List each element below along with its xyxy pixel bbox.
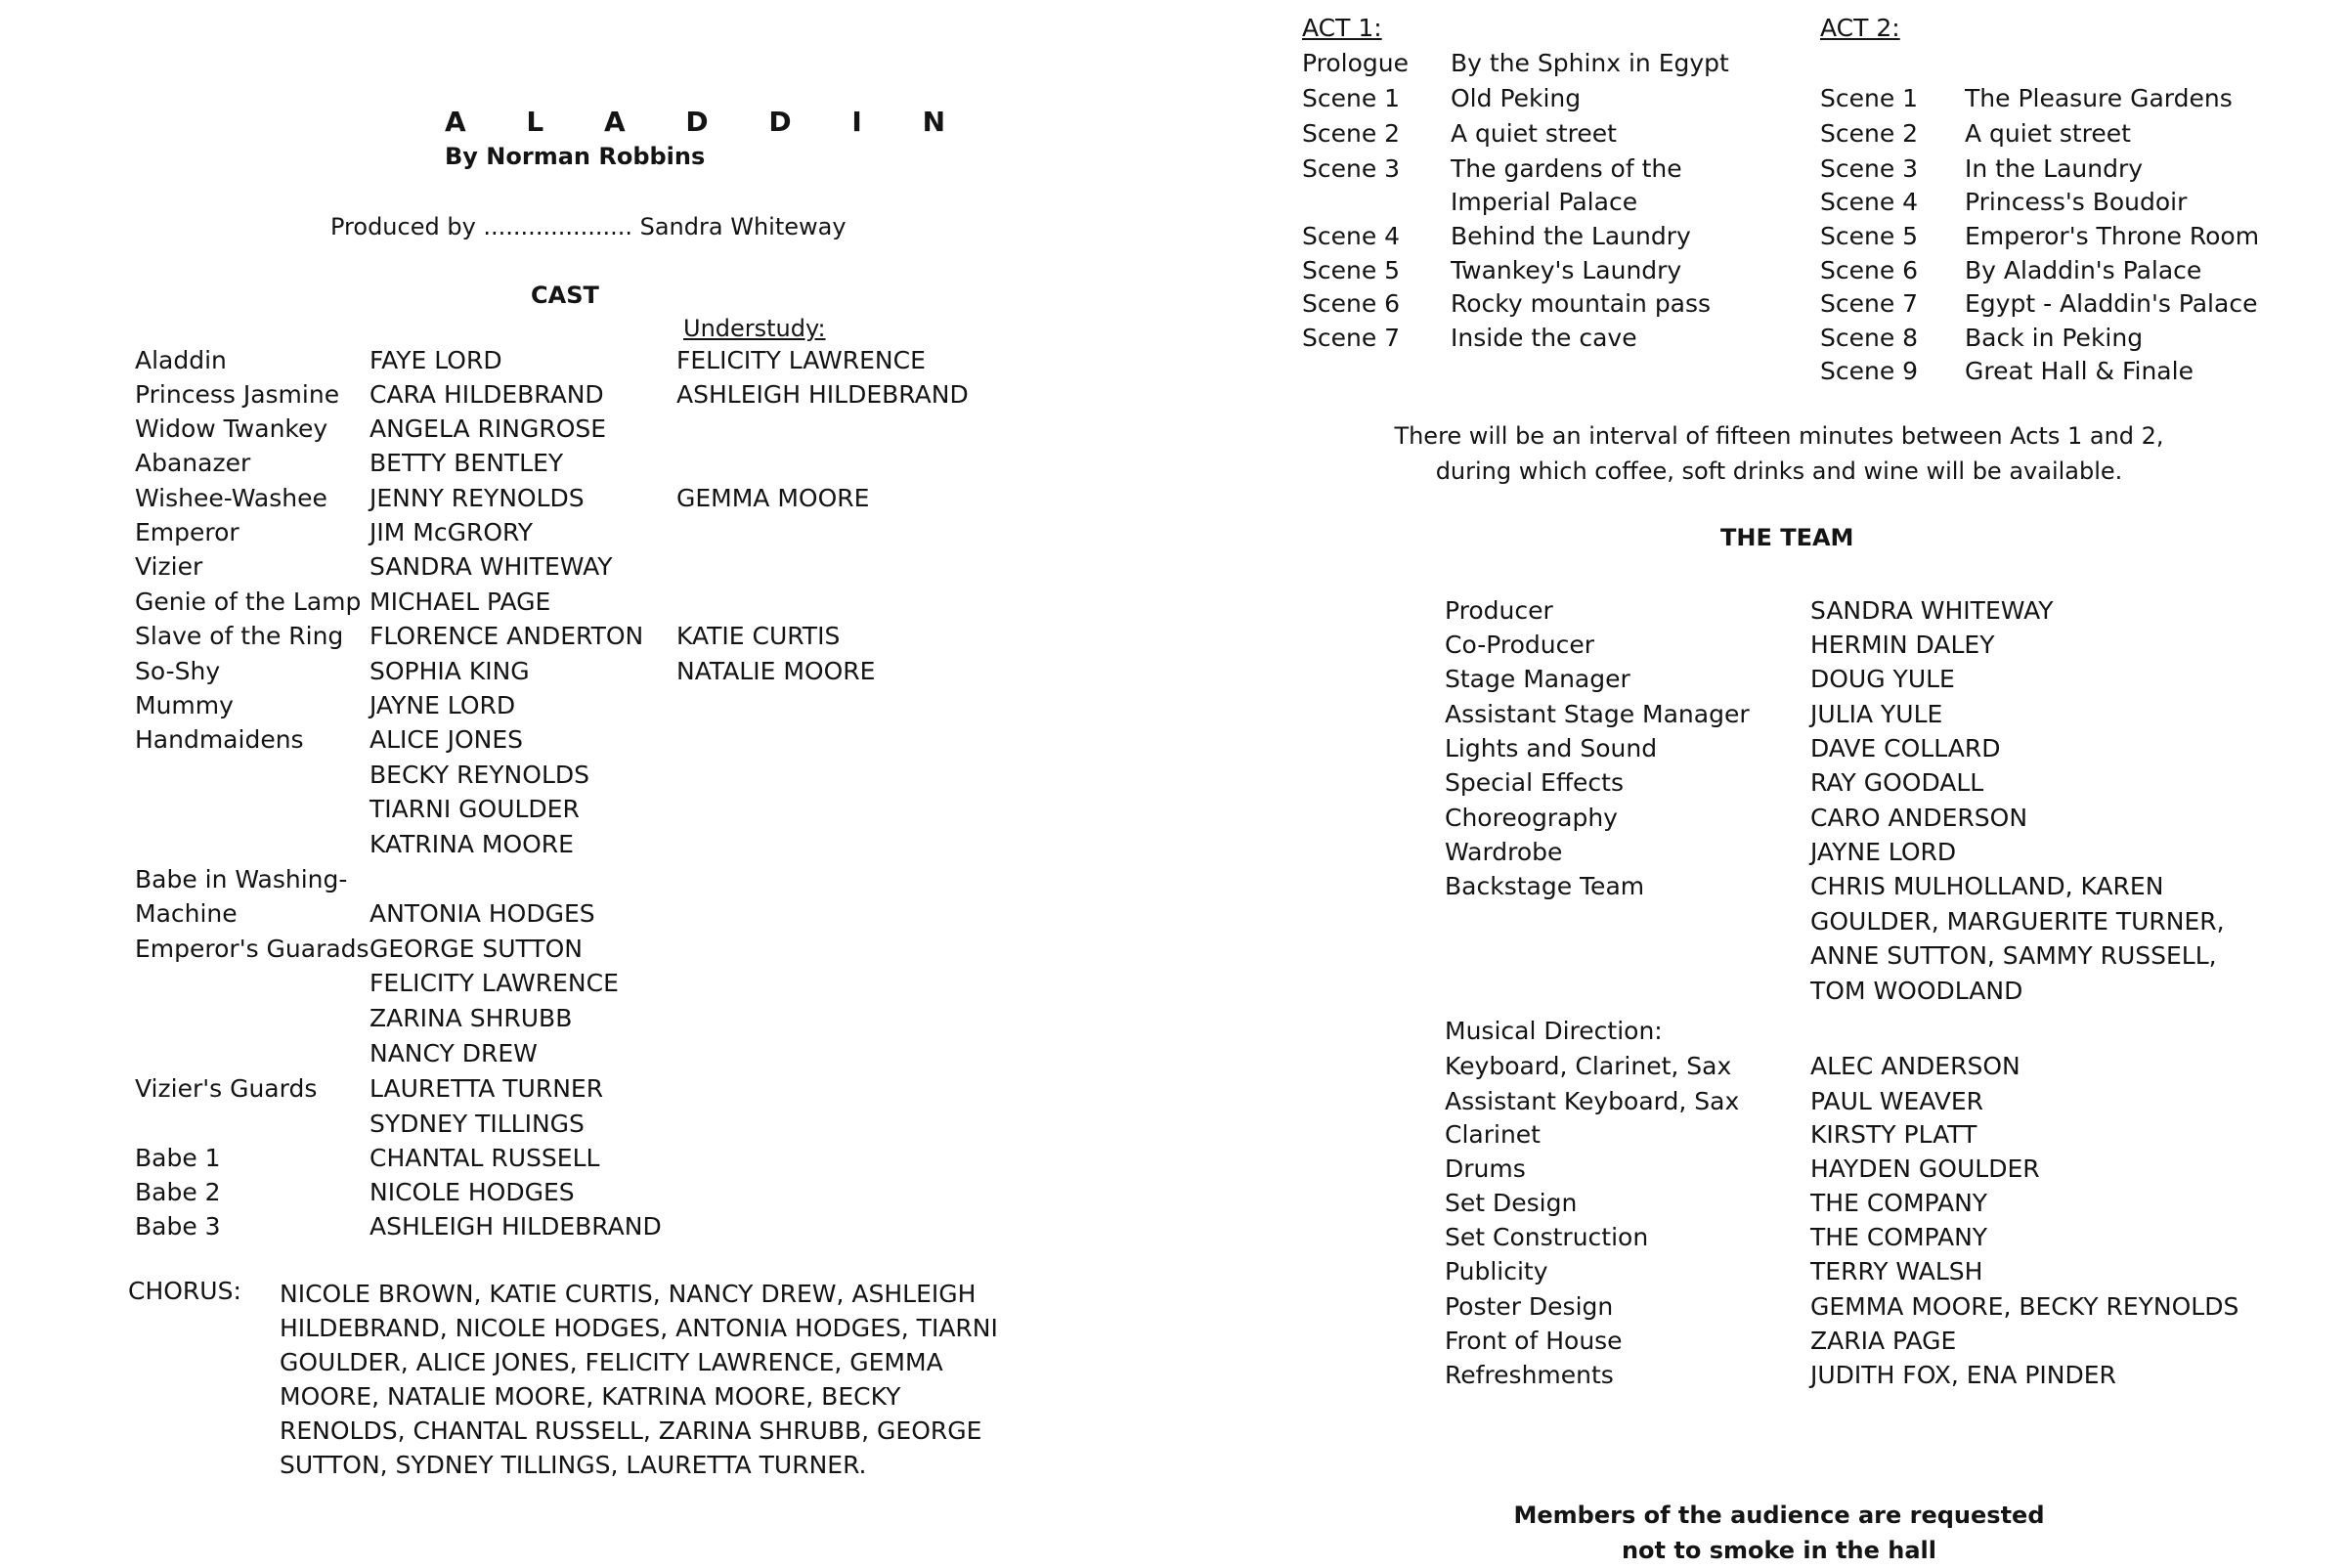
cast-role: Princess Jasmine (135, 380, 340, 409)
cast-actor: NANCY DREW (369, 1039, 538, 1067)
act1-scene-setting: A quiet street (1451, 119, 1617, 148)
cast-understudy: NATALIE MOORE (676, 657, 876, 685)
cast-actor: ZARINA SHRUBB (369, 1004, 573, 1032)
team-member: HAYDEN GOULDER (1810, 1154, 2040, 1183)
team-role: Set Construction (1445, 1223, 1649, 1251)
act2-scene-number: Scene 7 (1820, 289, 1919, 318)
interval-line-1: There will be an interval of fifteen minutes between Acts 1 and 2, (1394, 422, 2164, 450)
cast-understudy: FELICITY LAWRENCE (676, 346, 926, 374)
act2-scene-number: Scene 4 (1820, 188, 1919, 216)
team-role: Musical Direction: (1445, 1017, 1663, 1045)
play-title: A L A D D I N (445, 106, 972, 138)
act2-heading: ACT 2: (1820, 14, 1900, 42)
team-role: Backstage Team (1445, 872, 1645, 900)
act2-scene-setting: By Aladdin's Palace (1965, 256, 2202, 284)
act1-scene-number: Scene 3 (1302, 154, 1401, 183)
act1-scene-setting: Twankey's Laundry (1451, 256, 1682, 284)
team-member: DAVE COLLARD (1810, 734, 2001, 762)
cast-actor: ALICE JONES (369, 725, 524, 754)
act2-scene-setting: Egypt - Aladdin's Palace (1965, 289, 2258, 318)
act1-scene-setting: The gardens of the (1451, 154, 1682, 183)
act2-scene-number: Scene 9 (1820, 357, 1919, 385)
cast-role: Babe in Washing- (135, 865, 348, 893)
cast-role: Aladdin (135, 346, 227, 374)
team-role: Drums (1445, 1154, 1526, 1183)
chorus-label: CHORUS: (128, 1277, 241, 1305)
team-member: ANNE SUTTON, SAMMY RUSSELL, (1810, 941, 2217, 970)
team-member: HERMIN DALEY (1810, 631, 1995, 659)
team-member: ALEC ANDERSON (1810, 1052, 2020, 1080)
cast-role: Babe 3 (135, 1212, 221, 1241)
team-member: CARO ANDERSON (1810, 804, 2028, 832)
cast-role: Abanazer (135, 449, 251, 477)
team-member: DOUG YULE (1810, 665, 1955, 693)
act2-scene-number: Scene 2 (1820, 119, 1919, 148)
cast-actor: KATRINA MOORE (369, 830, 574, 858)
team-member: CHRIS MULHOLLAND, KAREN (1810, 872, 2164, 900)
author-credit: By Norman Robbins (445, 143, 706, 170)
cast-role: Vizier (135, 552, 203, 581)
team-member: RAY GOODALL (1810, 768, 1984, 797)
act2-scene-setting: Princess's Boudoir (1965, 188, 2188, 216)
cast-role: Machine (135, 899, 238, 928)
chorus-members: NICOLE BROWN, KATIE CURTIS, NANCY DREW, ASHLEIGH HILDEBRAND, NICOLE HODGES, ANTONIA HODGES, TIARNI GOULDER, ALICE JONES, FELICITY LAWRENCE, GEMMA MOORE, NATALIE MOORE, KATRINA MOORE, BECKY RENOLDS, CHANTAL RUSSELL, ZARINA SHRUBB, GEORGE SUTTON, SYDNEY TILLINGS, LAURETTA TURNER. (280, 1280, 998, 1479)
programme-right-page (1271, 0, 2346, 1564)
cast-actor: JAYNE LORD (369, 691, 516, 719)
act2-scene-setting: Great Hall & Finale (1965, 357, 2194, 385)
team-member: ZARIA PAGE (1810, 1327, 1957, 1355)
cast-understudy: ASHLEIGH HILDEBRAND (676, 380, 969, 409)
act2-scene-number: Scene 1 (1820, 84, 1919, 112)
cast-role: Emperor (135, 518, 239, 546)
cast-actor: BETTY BENTLEY (369, 449, 564, 477)
cast-role: Widow Twankey (135, 414, 328, 443)
team-member: TOM WOODLAND (1810, 977, 2023, 1005)
team-role: Front of House (1445, 1327, 1623, 1355)
cast-actor: CHANTAL RUSSELL (369, 1144, 600, 1172)
cast-actor: SOPHIA KING (369, 657, 530, 685)
act2-scene-setting: The Pleasure Gardens (1965, 84, 2233, 112)
act1-heading: ACT 1: (1302, 14, 1382, 42)
cast-role: Slave of the Ring (135, 622, 344, 650)
team-role: Lights and Sound (1445, 734, 1658, 762)
team-role: Assistant Keyboard, Sax (1445, 1087, 1740, 1115)
act1-scene-number: Scene 2 (1302, 119, 1401, 148)
act1-scene-number: Scene 4 (1302, 222, 1401, 250)
cast-role: Babe 1 (135, 1144, 221, 1172)
cast-actor: FAYE LORD (369, 346, 502, 374)
act2-scene-number: Scene 6 (1820, 256, 1919, 284)
cast-role: Babe 2 (135, 1178, 221, 1206)
cast-actor: LAURETTA TURNER (369, 1074, 604, 1103)
cast-heading: CAST (531, 282, 599, 309)
cast-actor: FLORENCE ANDERTON (369, 622, 644, 650)
team-role: Assistant Stage Manager (1445, 700, 1750, 728)
cast-role: Emperor's Guarads (135, 935, 369, 963)
team-role: Clarinet (1445, 1120, 1541, 1149)
team-member: PAUL WEAVER (1810, 1087, 1984, 1115)
cast-actor: SANDRA WHITEWAY (369, 552, 613, 581)
team-role: Producer (1445, 596, 1553, 625)
team-member: SANDRA WHITEWAY (1810, 596, 2054, 625)
cast-role: Wishee-Washee (135, 484, 327, 512)
cast-actor: TIARNI GOULDER (369, 795, 580, 823)
team-role: Poster Design (1445, 1292, 1614, 1321)
team-member: JUDITH FOX, ENA PINDER (1810, 1361, 2116, 1389)
team-member: JULIA YULE (1810, 700, 1943, 728)
act2-scene-setting: In the Laundry (1965, 154, 2144, 183)
producer-credit: Produced by .................... Sandra Whiteway (330, 213, 847, 240)
team-role: Refreshments (1445, 1361, 1614, 1389)
act1-scene-setting: Rocky mountain pass (1451, 289, 1712, 318)
act2-scene-number: Scene 3 (1820, 154, 1919, 183)
cast-actor: MICHAEL PAGE (369, 588, 551, 616)
act2-scene-setting: Emperor's Throne Room (1965, 222, 2260, 250)
cast-actor: JIM McGRORY (369, 518, 534, 546)
cast-actor: ANTONIA HODGES (369, 899, 595, 928)
interval-notice (1368, 418, 2190, 489)
cast-actor: BECKY REYNOLDS (369, 761, 589, 789)
act1-scene-setting: Inside the cave (1451, 324, 1637, 352)
team-member: KIRSTY PLATT (1810, 1120, 1977, 1149)
cast-understudy: KATIE CURTIS (676, 622, 841, 650)
act1-scene-number: Prologue (1302, 49, 1409, 77)
cast-role: So-Shy (135, 657, 221, 685)
act1-scene-number: Scene 7 (1302, 324, 1401, 352)
cast-actor: ASHLEIGH HILDEBRAND (369, 1212, 662, 1241)
team-role: Stage Manager (1445, 665, 1630, 693)
cast-actor: FELICITY LAWRENCE (369, 969, 619, 997)
act2-scene-number: Scene 8 (1820, 324, 1919, 352)
act1-scene-setting: Imperial Palace (1451, 188, 1638, 216)
team-role: Publicity (1445, 1257, 1548, 1285)
programme-left-page (0, 0, 1134, 1564)
cast-actor: JENNY REYNOLDS (369, 484, 585, 512)
notice-line-1: Members of the audience are requested (1513, 1502, 2045, 1529)
cast-actor: GEORGE SUTTON (369, 935, 583, 963)
act2-scene-setting: Back in Peking (1965, 324, 2144, 352)
cast-role: Vizier's Guards (135, 1074, 318, 1103)
act2-scene-setting: A quiet street (1965, 119, 2131, 148)
team-member: GOULDER, MARGUERITE TURNER, (1810, 907, 2225, 936)
interval-line-2: during which coffee, soft drinks and wine will be available. (1435, 457, 2123, 485)
notice-line-2: not to smoke in the hall (1621, 1537, 1937, 1564)
cast-actor: SYDNEY TILLINGS (369, 1110, 585, 1138)
cast-actor: NICOLE HODGES (369, 1178, 575, 1206)
team-role: Special Effects (1445, 768, 1624, 797)
team-member: THE COMPANY (1810, 1223, 1988, 1251)
cast-role: Mummy (135, 691, 234, 719)
team-role: Set Design (1445, 1189, 1578, 1217)
team-member: THE COMPANY (1810, 1189, 1988, 1217)
act1-scene-setting: Old Peking (1451, 84, 1582, 112)
team-member: TERRY WALSH (1810, 1257, 1983, 1285)
cast-role: Genie of the Lamp (135, 588, 362, 616)
cast-role: Handmaidens (135, 725, 304, 754)
no-smoking-notice (1505, 1498, 2053, 1568)
cast-actor: ANGELA RINGROSE (369, 414, 607, 443)
act2-scene-number: Scene 5 (1820, 222, 1919, 250)
team-role: Wardrobe (1445, 838, 1563, 866)
act1-scene-number: Scene 5 (1302, 256, 1401, 284)
team-role: Keyboard, Clarinet, Sax (1445, 1052, 1732, 1080)
team-role: Choreography (1445, 804, 1618, 832)
cast-actor: CARA HILDEBRAND (369, 380, 604, 409)
cast-understudy: GEMMA MOORE (676, 484, 870, 512)
team-heading: THE TEAM (1720, 524, 1854, 551)
act1-scene-setting: By the Sphinx in Egypt (1451, 49, 1729, 77)
team-member: GEMMA MOORE, BECKY REYNOLDS (1810, 1292, 2239, 1321)
team-role: Co-Producer (1445, 631, 1595, 659)
act1-scene-setting: Behind the Laundry (1451, 222, 1691, 250)
act1-scene-number: Scene 6 (1302, 289, 1401, 318)
understudy-heading: Understudy: (683, 315, 826, 342)
team-member: JAYNE LORD (1810, 838, 1957, 866)
act1-scene-number: Scene 1 (1302, 84, 1401, 112)
